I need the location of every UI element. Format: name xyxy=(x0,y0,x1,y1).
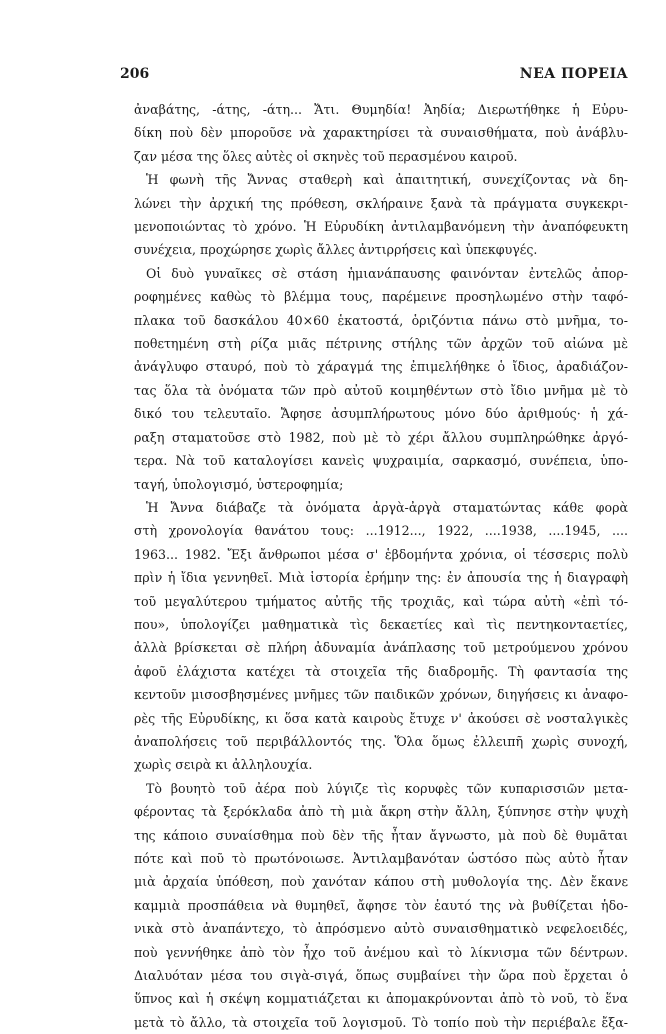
text-line: ροφημένες καθὼς τὸ βλέμμα τους, παρέμεινε προσηλωμένο στὴν ταφό- xyxy=(134,289,628,305)
page-header xyxy=(120,66,628,86)
text-line: ζαν μέσα της ὅλες αὐτὲς οἱ σκηνὲς τοῦ περασμένου καιροῦ. xyxy=(134,148,518,164)
text-line: Ἡ Ἄννα διάβαζε τὰ ὀνόματα ἀργὰ-ἀργὰ σταματώντας κάθε φορὰ xyxy=(146,499,628,515)
text-line: ἀφοῦ ἐλάχιστα κατέχει τὰ στοιχεῖα τῆς διαδρομῆς. Τὴ φαντασία της xyxy=(134,663,628,679)
text-line: ποθετημένη στὴ ρίζα μιᾶς πέτρινης στήλης τῶν ἀρχῶν τοῦ αἰώνα μὲ xyxy=(134,336,628,352)
text-line: πρὶν ἡ ἴδια γεννηθεῖ. Μιὰ ἱστορία ἐρήμην της: ἐν ἀπουσία της ἡ διαγραφὴ xyxy=(134,570,628,586)
text-line: που», ὑπολογίζει μαθηματικὰ τὶς δεκαετίες καὶ τὶς πεντηκονταετίες, xyxy=(134,616,628,632)
text-line: Διαλυόταν μέσα του σιγὰ-σιγά, ὅπως συμβαίνει τὴν ὥρα ποὺ ἔρχεται ὁ xyxy=(134,968,628,984)
text-line: ἀναπολήσεις τοῦ περιβάλλοντός της. Ὅλα ὅμως ἐλλειπῆ χωρὶς συνοχή, xyxy=(134,733,628,749)
text-line: πότε καὶ ποῦ τὸ πρωτόνοιωσε. Ἀντιλαμβανόταν ὡστόσο πὼς αὐτὸ ἦταν xyxy=(134,851,628,866)
paragraph xyxy=(120,168,628,262)
text-line: 1963... 1982. Ἔξι ἄνθρωποι μέσα σ' ἑβδομήντα χρόνια, οἱ τέσσερις πολὺ xyxy=(134,546,628,562)
text-line: χωρὶς σειρὰ κι ἀλληλουχία. xyxy=(134,757,313,773)
text-line: ταγή, ὑπολογισμό, ὑστεροφημία; xyxy=(134,476,344,492)
text-line: τας ὅλα τὰ ὀνόματα τῶν πρὸ αὐτοῦ κοιμηθέντων στὸ ἴδιο μνῆμα μὲ τὸ xyxy=(134,382,628,398)
text-line: δικό του τελευταῖο. Ἄφησε ἀσυμπλήρωτους μόνο δύο ἀριθμούς· ἡ χά- xyxy=(134,406,628,422)
text-line: μενοποιώντας τὸ χρόνο. Ἡ Εὐρυδίκη ἀντιλαμβανόμενη τὴν ἀναπόφευκτη xyxy=(134,219,628,235)
text-line: δίκη ποὺ δὲν μποροῦσε νὰ χαρακτηρίσει τὰ συναισθήματα, ποὺ ἀνάβλυ- xyxy=(134,125,628,141)
page-number: 206 xyxy=(120,66,150,82)
text-line: ρὲς τῆς Εὐρυδίκης, κι ὅσα κατὰ καιροὺς ἔτυχε ν' ἀκούσει σὲ νοσταλγικὲς xyxy=(134,710,628,726)
body-text xyxy=(120,98,628,1034)
text-line: μιὰ ἀρχαία ὑπόθεση, ποὺ χανόταν κάπου στὴ μυθολογία της. Δὲν ἔκανε xyxy=(134,874,628,890)
text-line: ἀλλὰ βρίσκεται σὲ πλήρη ἀδυναμία ἀνάπλασης τοῦ μετρούμενου χρόνου xyxy=(134,640,628,656)
text-line: Ἡ φωνὴ τῆς Ἄννας σταθερὴ καὶ ἀπαιτητική, συνεχίζοντας νὰ δη- xyxy=(146,172,628,188)
text-line: στὴ χρονολογία θανάτου τους: ...1912..., 1922, ....1938, ....1945, .... xyxy=(134,523,628,539)
text-line: κεντοῦν μισοσβησμένες μνῆμες τῶν παιδικῶν χρόνων, διηγήσεις κι ἀναφο- xyxy=(134,687,628,703)
text-line: ποὺ γεννήθηκε ἀπὸ τὸν ἦχο τοῦ ἀνέμου καὶ τὸ λίκνισμα τῶν δέντρων. xyxy=(134,944,628,960)
text-line: τερα. Νὰ τοῦ καταλογίσει κανεὶς ψυχραιμία, σαρκασμό, συνέπεια, ὑπο- xyxy=(134,453,628,469)
text-line: νικὰ στὸ ἀναπάντεχο, τὸ ἀπρόσμενο αὐτὸ συναισθηματικὸ νεφελοειδές, xyxy=(134,921,628,937)
text-line: συνέχεια, προχώρησε χωρὶς ἄλλες ἀντιρρήσεις καὶ ὑπεκφυγές. xyxy=(134,242,538,258)
text-line: ραξη σταματοῦσε στὸ 1982, ποὺ μὲ τὸ χέρι ἄλλου συμπληρώθηκε ἀργό- xyxy=(134,429,628,445)
running-title: ΝΕΑ ΠΟΡΕΙΑ xyxy=(519,66,628,82)
text-line: Οἱ δυὸ γυναῖκες σὲ στάση ἡμιανάπαυσης φαινόνταν ἐντελῶς ἀπορ- xyxy=(146,265,628,281)
text-line: καμμιὰ προσπάθεια νὰ θυμηθεῖ, ἄφησε τὸν ἑαυτό της νὰ βυθίζεται ἡδο- xyxy=(134,897,628,913)
text-line: ὕπνος καὶ ἡ σκέψη κομματιάζεται κι ἀπομακρύνονται ἀπὸ τὸ νοῦ, τὸ ἕνα xyxy=(134,991,628,1007)
text-line: ἀναβάτης, -άτης, -άτη... Ἄτι. Θυμηδία! Ἀηδία; Διερωτήθηκε ἡ Εὐρυ- xyxy=(134,102,628,117)
paragraph xyxy=(120,98,628,168)
text-line: τοῦ μεγαλύτερου τμήματος αὐτῆς τῆς τροχιᾶς, καὶ τώρα αὐτὴ «ἐπὶ τό- xyxy=(134,593,628,609)
text-line: πλακα τοῦ δασκάλου 40×60 ἑκατοστά, ὁριζόντια πάνω στὸ μνῆμα, το- xyxy=(134,312,628,328)
text-line: της κάποιο συναίσθημα ποὺ δὲν τῆς ἦταν ἄγνωστο, μὰ ποὺ δὲ θυμᾶται xyxy=(134,827,628,843)
text-line: λώνει τὴν ἀρχική της πρόθεση, σκλήραινε ξανὰ τὰ πράγματα συγκεκρι- xyxy=(134,195,628,211)
paragraph xyxy=(120,262,628,496)
paragraph xyxy=(120,496,628,777)
text-line: ἀνάγλυφο σταυρό, ποὺ τὸ χάραγμά της ἐπιμελήθηκε ὁ ἴδιος, ἀραδιάζον- xyxy=(134,359,628,375)
text-line: φέροντας τὰ ξερόκλαδα ἀπὸ τὴ μιὰ ἄκρη στὴν ἄλλη, ξύπνησε στὴν ψυχὴ xyxy=(134,804,628,820)
paragraph xyxy=(120,777,628,1034)
text-line: Τὸ βουητὸ τοῦ ἀέρα ποὺ λύγιζε τὶς κορυφὲς τῶν κυπαρισσιῶν μετα- xyxy=(146,780,628,796)
text-line: μετὰ τὸ ἄλλο, τὰ στοιχεῖα τοῦ λογισμοῦ. Τὸ τοπίο ποὺ τὴν περιέβαλε ἔξα- xyxy=(134,1014,628,1030)
